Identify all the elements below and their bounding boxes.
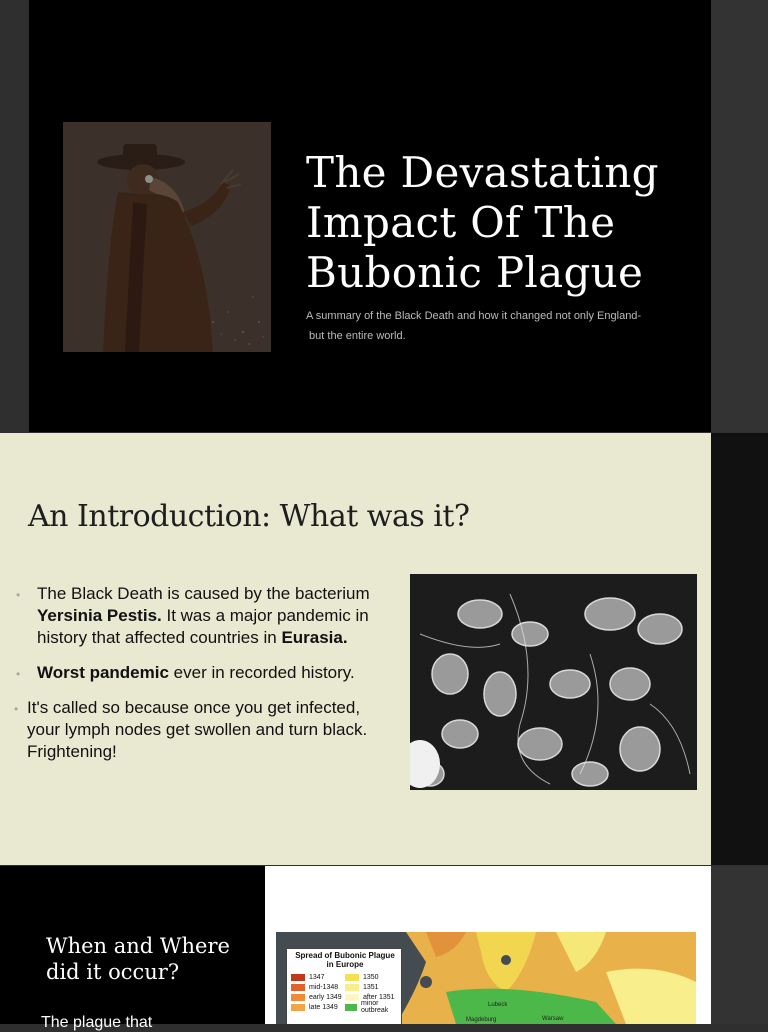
legend-item: after 1351 <box>345 993 395 1001</box>
map-legend-title: Spread of Bubonic Plague in Europe <box>295 951 395 969</box>
title-slide <box>29 0 711 432</box>
legend-swatch <box>345 1004 357 1011</box>
when-where-slide-map-panel <box>265 866 711 1024</box>
slide-subtitle <box>306 306 686 346</box>
legend-swatch <box>291 984 305 991</box>
legend-item: 1351 <box>345 983 379 991</box>
bacteria-micrograph-icon <box>410 574 697 790</box>
legend-item: 1347 <box>291 973 325 981</box>
slide-body-text: The plague that <box>41 1014 153 1031</box>
viewer-margin <box>711 866 768 1024</box>
bullet-item: • It's called so because once you get infected, your lymph nodes get swollen and turn black. Frightening! <box>14 698 368 761</box>
legend-item: mid-1348 <box>291 983 338 991</box>
legend-swatch <box>345 974 359 981</box>
bullet-list <box>14 583 394 776</box>
legend-item: late 1349 <box>291 1003 338 1011</box>
legend-swatch <box>291 1004 305 1011</box>
bullet-dot-icon: • <box>16 667 21 681</box>
viewer-margin <box>711 433 768 865</box>
bullet-item: • Worst pandemic ever in recorded history. <box>14 662 394 684</box>
bacteria-micrograph-image <box>410 574 697 790</box>
plague-doctor-illustration-icon <box>63 122 271 352</box>
legend-swatch <box>291 994 305 1001</box>
slide-heading: An Introduction: What was it? <box>28 499 470 534</box>
bullet-dot-icon: • <box>16 588 21 602</box>
when-where-slide-text-panel <box>0 866 265 1031</box>
legend-item: minor outbreak <box>345 1003 401 1011</box>
map-city-label: Lubeck <box>488 1002 508 1008</box>
subtitle-line-2: but the entire world. <box>306 330 406 342</box>
bullet-item: • The Black Death is caused by the bacterium Yersinia Pestis. It was a major pandemic in history that affected countries in Eurasia. <box>16 584 370 647</box>
legend-item: 1350 <box>345 973 379 981</box>
map-legend <box>286 948 402 1024</box>
legend-swatch <box>345 984 359 991</box>
legend-swatch <box>345 994 359 1001</box>
europe-plague-map <box>276 932 696 1024</box>
slide-heading: When and Where did it occur? <box>46 934 230 984</box>
plague-doctor-image <box>63 122 271 352</box>
introduction-slide <box>0 433 711 865</box>
map-city-label: Warsaw <box>542 1016 564 1022</box>
map-city-label: Magdeburg <box>466 1017 497 1023</box>
subtitle-line-1: A summary of the Black Death and how it changed not only England- <box>306 310 642 322</box>
slide-title: The Devastating Impact Of The Bubonic Plague <box>306 148 659 297</box>
legend-swatch <box>291 974 305 981</box>
bullet-dot-icon: • <box>14 702 19 716</box>
legend-item: early 1349 <box>291 993 342 1001</box>
viewer-margin <box>711 0 768 432</box>
